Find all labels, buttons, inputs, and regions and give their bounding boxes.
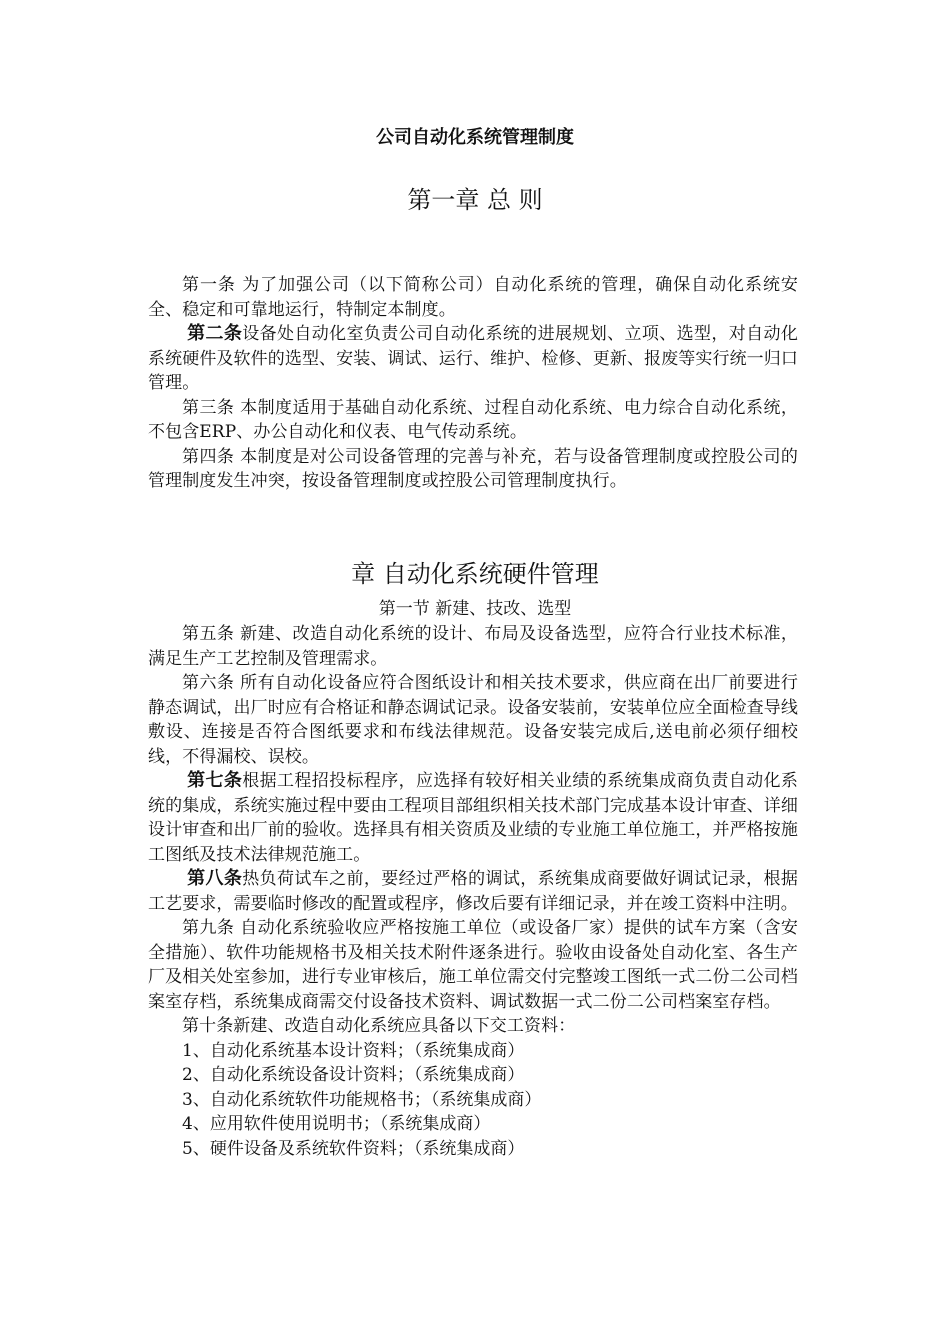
chapter-1-title: 第一章 总 则 — [407, 186, 543, 214]
article-2-text: 设备处自动化室负责公司自动化系统的进展规划、立项、选型，对自动化系统硬件及软件的选型、安装、调试、运行、维护、检修、更新、报废等实行统一归口管理。 — [148, 324, 798, 393]
chapter-1-body — [148, 273, 798, 494]
article-8-text: 热负荷试车之前，要经过严格的调试，系统集成商要做好调试记录，根据工艺要求，需要临时修改的配置或程序，修改后要有详细记录，并在竣工资料中注明。 — [148, 869, 798, 914]
handover-item-1: 1、自动化系统基本设计资料；（系统集成商） — [182, 1040, 525, 1061]
article-2 — [148, 322, 798, 396]
article-8-label: 第八条 — [187, 868, 243, 889]
article-3: 第三条 本制度适用于基础自动化系统、过程自动化系统、电力综合自动化系统，不包含ERP、办公自动化和仪表、电气传动系统。 — [148, 397, 798, 442]
chapter-2-title: 章 自动化系统硬件管理 — [351, 560, 599, 588]
handover-item-2: 2、自动化系统设备设计资料；（系统集成商） — [182, 1065, 525, 1085]
article-9: 第九条 自动化系统验收应严格按施工单位（或设备厂家）提供的试车方案（含安全措施）、软件功能规格书及相关技术附件逐条进行。验收由设备处自动化室、各生产厂及相关处室参加，进行专业审核后，施工单位需交付完整竣工图纸一式二份二公司档案室存档，系统集成商需交付设备技术资料、调试数据一式二份二公司档案室存档。 — [148, 918, 798, 1012]
article-1: 第一条 为了加强公司（以下简称公司）自动化系统的管理，确保自动化系统安全、稳定和可靠地运行，特制定本制度。 — [148, 275, 798, 320]
article-8 — [148, 867, 798, 916]
article-2-label: 第二条 — [187, 323, 243, 344]
article-5: 第五条 新建、改造自动化系统的设计、布局及设备选型，应符合行业技术标准，满足生产工艺控制及管理需求。 — [148, 624, 798, 669]
article-4: 第四条 本制度是对公司设备管理的完善与补充，若与设备管理制度或控股公司的管理制度发生冲突，按设备管理制度或控股公司管理制度执行。 — [148, 446, 798, 491]
chapter-2-body — [148, 622, 798, 1161]
article-7-label: 第七条 — [187, 770, 243, 791]
article-6: 第六条 所有自动化设备应符合图纸设计和相关技术要求，供应商在出厂前要进行静态调试，出厂时应有合格证和静态调试记录。设备安装前，安装单位应全面检查导线敷设、连接是否符合图纸要求和布线法律规范。设备安装完成后,送电前必须仔细校线，不得漏校、误校。 — [148, 673, 798, 767]
document-title: 公司自动化系统管理制度 — [376, 127, 574, 148]
handover-item-3: 3、自动化系统软件功能规格书；（系统集成商） — [182, 1089, 542, 1110]
article-7 — [148, 769, 798, 867]
article-10: 第十条新建、改造自动化系统应具备以下交工资料： — [182, 1016, 576, 1036]
article-7-text: 根据工程招投标程序，应选择有较好相关业绩的系统集成商负责自动化系统的集成，系统实施过程中要由工程项目部组织相关技术部门完成基本设计审查、详细设计审查和出厂前的验收。选择具有相关资质及业绩的专业施工单位施工，并严格按施工图纸及技术法律规范施工。 — [148, 771, 798, 865]
section-1-title: 第一节 新建、技改、选型 — [378, 599, 572, 619]
handover-item-4: 4、应用软件使用说明书；（系统集成商） — [182, 1114, 491, 1134]
handover-item-5: 5、硬件设备及系统软件资料；（系统集成商） — [182, 1138, 525, 1159]
